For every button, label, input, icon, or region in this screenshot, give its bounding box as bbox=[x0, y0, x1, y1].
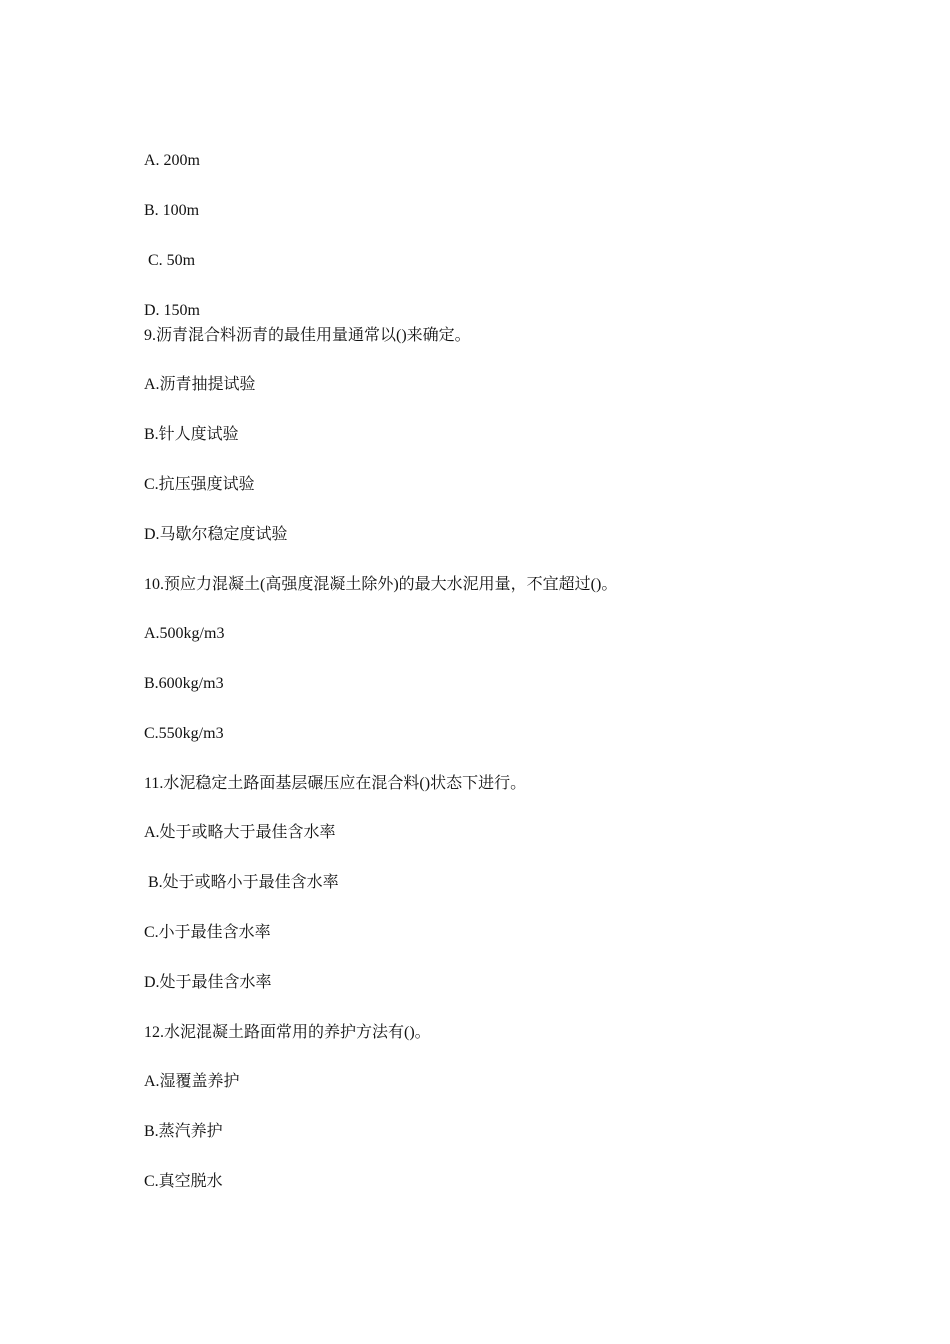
option-c-q11: C.小于最佳含水率 bbox=[144, 924, 271, 941]
option-a-q9: A.沥青抽提试验 bbox=[144, 376, 256, 393]
option-d-q8: D. 150m bbox=[144, 302, 200, 319]
option-b-q8: B. 100m bbox=[144, 202, 200, 219]
question-9: 9.沥青混合料沥青的最佳用量通常以()来确定。 bbox=[144, 327, 471, 344]
option-c-q12: C.真空脱水 bbox=[144, 1173, 223, 1190]
option-a-q10: A.500kg/m3 bbox=[144, 625, 225, 642]
option-c-q8: C. 50m bbox=[148, 252, 196, 269]
option-b-q9: B.针人度试验 bbox=[144, 426, 239, 443]
option-a-q8: A. 200m bbox=[144, 152, 200, 169]
option-a-q11: A.处于或略大于最佳含水率 bbox=[144, 824, 336, 841]
option-a-q12: A.湿覆盖养护 bbox=[144, 1073, 240, 1090]
option-d-q9: D.马歇尔稳定度试验 bbox=[144, 526, 288, 543]
option-b-q10: B.600kg/m3 bbox=[144, 675, 224, 692]
question-11: 11.水泥稳定土路面基层碾压应在混合料()状态下进行。 bbox=[144, 775, 527, 792]
option-b-q12: B.蒸汽养护 bbox=[144, 1123, 223, 1140]
option-d-q11: D.处于最佳含水率 bbox=[144, 974, 272, 991]
option-c-q9: C.抗压强度试验 bbox=[144, 476, 255, 493]
option-b-q11: B.处于或略小于最佳含水率 bbox=[148, 874, 339, 891]
option-c-q10: C.550kg/m3 bbox=[144, 725, 224, 742]
question-10: 10.预应力混凝土(高强度混凝土除外)的最大水泥用量，不宜超过()。 bbox=[144, 576, 618, 593]
question-12: 12.水泥混凝土路面常用的养护方法有()。 bbox=[144, 1024, 431, 1041]
